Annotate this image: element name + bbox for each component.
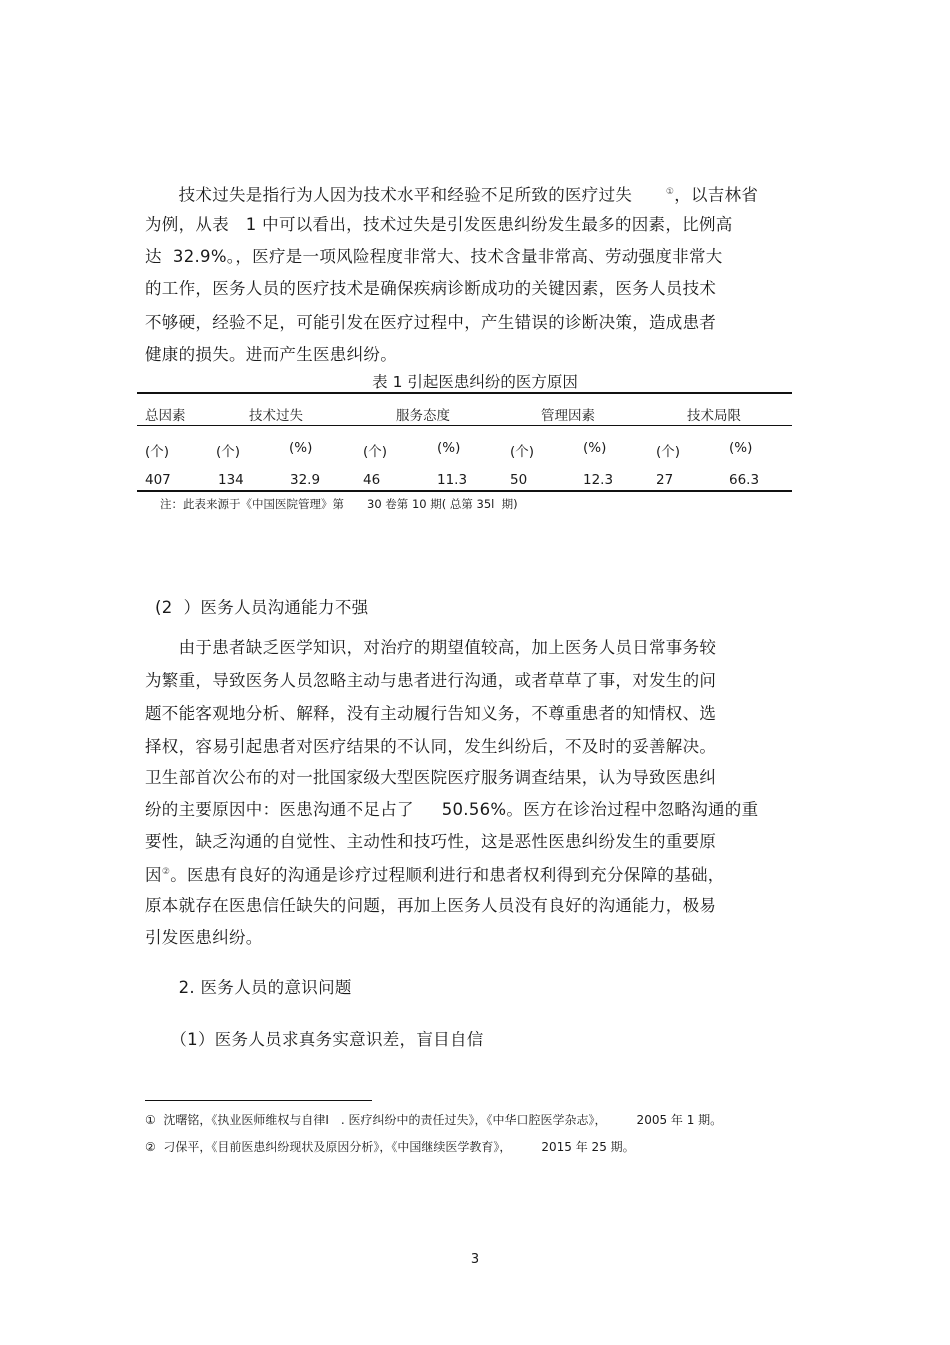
table-value: 66.3	[729, 472, 760, 488]
section2-line-2: 为繁重，导致医务人员忽略主动与患者进行沟通，或者草草了事，对发生的问	[145, 671, 717, 690]
page-number: 3	[470, 1252, 480, 1267]
table-caption: 表 1 引起医患纠纷的医方原因	[372, 373, 578, 391]
para1-line-2: 为例，从表 1 中可以看出，技术过失是引发医患纠纷发生最多的因素，比例高	[145, 215, 733, 234]
section2-line-4: 择权，容易引起患者对医疗结果的不认同，发生纠纷后，不及时的妥善解决。	[145, 737, 717, 756]
table-bottom-rule	[137, 490, 792, 492]
footnote-1: ① 沈曙铭，《执业医师维权与自律Ⅰ . 医疗纠纷中的责任过失》，《中华口腔医学杂志》， 2005 年 1 期。	[145, 1113, 723, 1127]
table-unit: (个)	[510, 444, 535, 460]
table-top-rule	[137, 392, 792, 394]
section2-line-9: 原本就存在医患信任缺失的问题，再加上医务人员没有良好的沟通能力，极易	[145, 896, 717, 915]
para1-line-5: 不够硬，经验不足，可能引发在医疗过程中，产生错误的诊断决策，造成患者	[145, 313, 717, 332]
section2-line-8: 因②。医患有良好的沟通是诊疗过程顺利进行和患者权利得到充分保障的基础，	[145, 865, 725, 885]
section2-line-7: 要性，缺乏沟通的自觉性、主动性和技巧性，这是恶性医患纠纷发生的重要原	[145, 832, 717, 851]
table-unit: (个)	[656, 444, 681, 460]
section2-heading: (2 ）医务人员沟通能力不强	[155, 598, 369, 617]
table-unit: (个)	[145, 444, 170, 460]
table-value: 407	[145, 472, 171, 488]
table-value: 134	[218, 472, 244, 488]
section2-line-3: 题不能客观地分析、解释，没有主动履行告知义务，不尊重患者的知情权、选	[145, 704, 717, 723]
table-unit: (%)	[289, 440, 313, 456]
para1-line-3: 达 32.9%。，医疗是一项风险程度非常大、技术含量非常高、劳动强度非常大	[145, 247, 723, 266]
section2-line-1: 由于患者缺乏医学知识，对治疗的期望值较高，加上医务人员日常事务较	[145, 638, 717, 657]
footnote-divider	[145, 1100, 372, 1101]
table-value: 12.3	[583, 472, 614, 488]
table-header-management: 管理因素	[541, 408, 595, 424]
footnote-ref-1[interactable]: ①	[665, 187, 675, 197]
section3-subheading: （1）医务人员求真务实意识差，盲目自信	[145, 1030, 484, 1049]
table-note: 注：此表来源于《中国医院管理》第 30 卷第 10 期( 总第 35l 期)	[160, 497, 518, 511]
section2-line-10: 引发医患纠纷。	[145, 928, 263, 947]
table-value: 46	[363, 472, 381, 488]
table-header-technical-limit: 技术局限	[687, 408, 741, 424]
footnote-2: ② 刁保平，《目前医患纠纷现状及原因分析》，《中国继续医学教育》， 2015 年 25 期。	[145, 1140, 635, 1154]
para1-line-1: 技术过失是指行为人因为技术水平和经验不足所致的医疗过失 ①，以吉林省	[145, 185, 759, 205]
table-header-service-attitude: 服务态度	[396, 408, 450, 424]
table-unit: (%)	[437, 440, 461, 456]
table-value: 11.3	[437, 472, 468, 488]
section2-line-5: 卫生部首次公布的对一批国家级大型医院医疗服务调查结果，认为导致医患纠	[145, 768, 717, 787]
table-value: 50	[510, 472, 528, 488]
section3-heading: 2. 医务人员的意识问题	[145, 978, 352, 997]
table-value: 32.9	[290, 472, 321, 488]
table-unit: (个)	[363, 444, 388, 460]
para1-line-4: 的工作，医务人员的医疗技术是确保疾病诊断成功的关键因素，医务人员技术	[145, 279, 717, 298]
para1-line-6: 健康的损失。进而产生医患纠纷。	[145, 345, 397, 364]
table-unit: (个)	[216, 444, 241, 460]
section2-line-6: 纷的主要原因中：医患沟通不足占了 50.56%。医方在诊治过程中忽略沟通的重	[145, 800, 759, 819]
table-value: 27	[656, 472, 674, 488]
table-unit: (%)	[729, 440, 753, 456]
table-unit: (%)	[583, 440, 607, 456]
footnote-ref-2[interactable]: ②	[161, 867, 171, 877]
table-header-total: 总因素	[145, 408, 186, 424]
table-header-rule	[137, 425, 792, 426]
table-header-technical-fault: 技术过失	[249, 408, 303, 424]
